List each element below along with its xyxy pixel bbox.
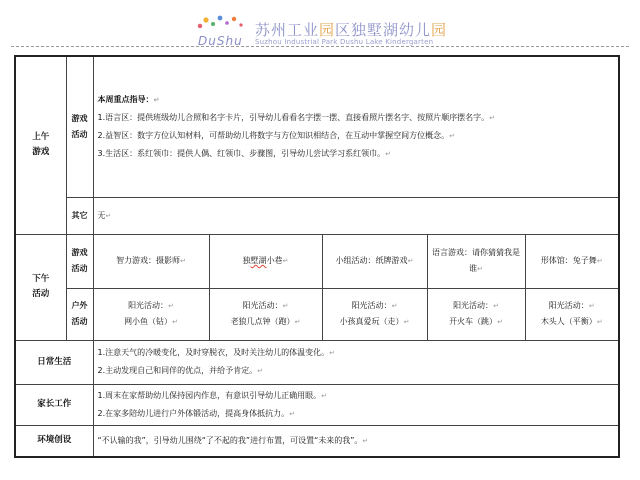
morning-other-value: 无↵ (93, 197, 619, 234)
outdoor-activity-cell: 阳光活动：↵ 小孩真爱玩（走）↵ (322, 288, 427, 340)
afternoon-outdoor-label: 户外 活动 (66, 288, 93, 340)
morning-game-activity-label: 游戏 活动 (66, 56, 93, 197)
daily-life-item: 1.注意天气的冷暖变化，及时穿脱衣，及时关注幼儿的体温变化。↵ (97, 348, 336, 357)
school-name-cn: 苏州工业园区独墅湖幼儿园 (255, 21, 448, 39)
outdoor-activity-cell: 阳光活动：↵ 网小鱼（钻）↵ (93, 288, 209, 340)
outdoor-activity-cell: 阳光活动：↵ 开火车（跳）↵ (427, 288, 525, 340)
parent-work-label: 家长工作 (15, 384, 93, 425)
afternoon-game-cell: 小组活动：纸牌游戏↵ (322, 234, 427, 288)
parent-work-item: 1.周末在家帮助幼儿保持园内作息，有意识引导幼儿正确用眼。↵ (97, 390, 328, 400)
focus-title: 本周重点指导：↵ (97, 94, 160, 104)
afternoon-game-cell: 形体馆：兔子舞↵ (525, 234, 619, 288)
afternoon-game-cell: 智力游戏：摄影师↵ (93, 234, 209, 288)
page-header (0, 0, 640, 52)
afternoon-game-activity-label: 游戏 活动 (66, 234, 93, 288)
morning-games-label: 上午 游戏 (15, 56, 66, 234)
morning-other-label: 其它 (66, 197, 93, 234)
outdoor-activity-cell: 阳光活动：↵ 木头人（平衡）↵ (525, 288, 619, 340)
parent-work-item: 2.在家多陪幼儿进行户外体锻活动，提高身体抵抗力。↵ (97, 408, 296, 418)
parent-work-items (93, 384, 619, 425)
daily-life-items (93, 340, 619, 384)
focus-item: 1.语言区：提供班级幼儿合照和名字卡片，引导幼儿看看名字摆一摆、直接看照片摆名字、按照片顺序摆名字。↵ (97, 112, 496, 122)
afternoon-activities-label: 下午 活动 (15, 234, 66, 340)
school-name-en: Suzhou Industrial Park Dushu Lake Kindergarten (255, 38, 434, 46)
header-divider (11, 46, 629, 47)
daily-life-item: 2.主动发现自己和同伴的优点，并给予肯定。↵ (97, 366, 264, 375)
logo-wordmark: DuShu (198, 34, 243, 48)
outdoor-activity-cell: 阳光活动：↵ 老狼几点钟（跑）↵ (209, 288, 322, 340)
focus-item: 2.益智区：数字方位认知材料，可帮助幼儿将数字与方位知识相结合，在互动中掌握空间方位概念。↵ (97, 130, 456, 140)
afternoon-game-cell: 语言游戏：请你猜猜我是 谁↵ (427, 234, 525, 288)
environment-label: 环境创设 (15, 425, 93, 457)
environment-text: “不认输的我”，引导幼儿围绕“了不起的我”进行布置，可设置“未来的我”。↵ (93, 425, 619, 457)
focus-item: 3.生活区：系红领巾：提供人偶、红领巾、步骤图，引导幼儿尝试学习系红领巾。↵ (97, 148, 392, 158)
weekly-focus-guidance (93, 56, 619, 197)
daily-life-label: 日常生活 (15, 340, 93, 384)
weekly-plan-table (14, 55, 620, 458)
afternoon-game-cell: 独墅湖小巷↵ (209, 234, 322, 288)
logo-dots-icon (196, 14, 248, 36)
